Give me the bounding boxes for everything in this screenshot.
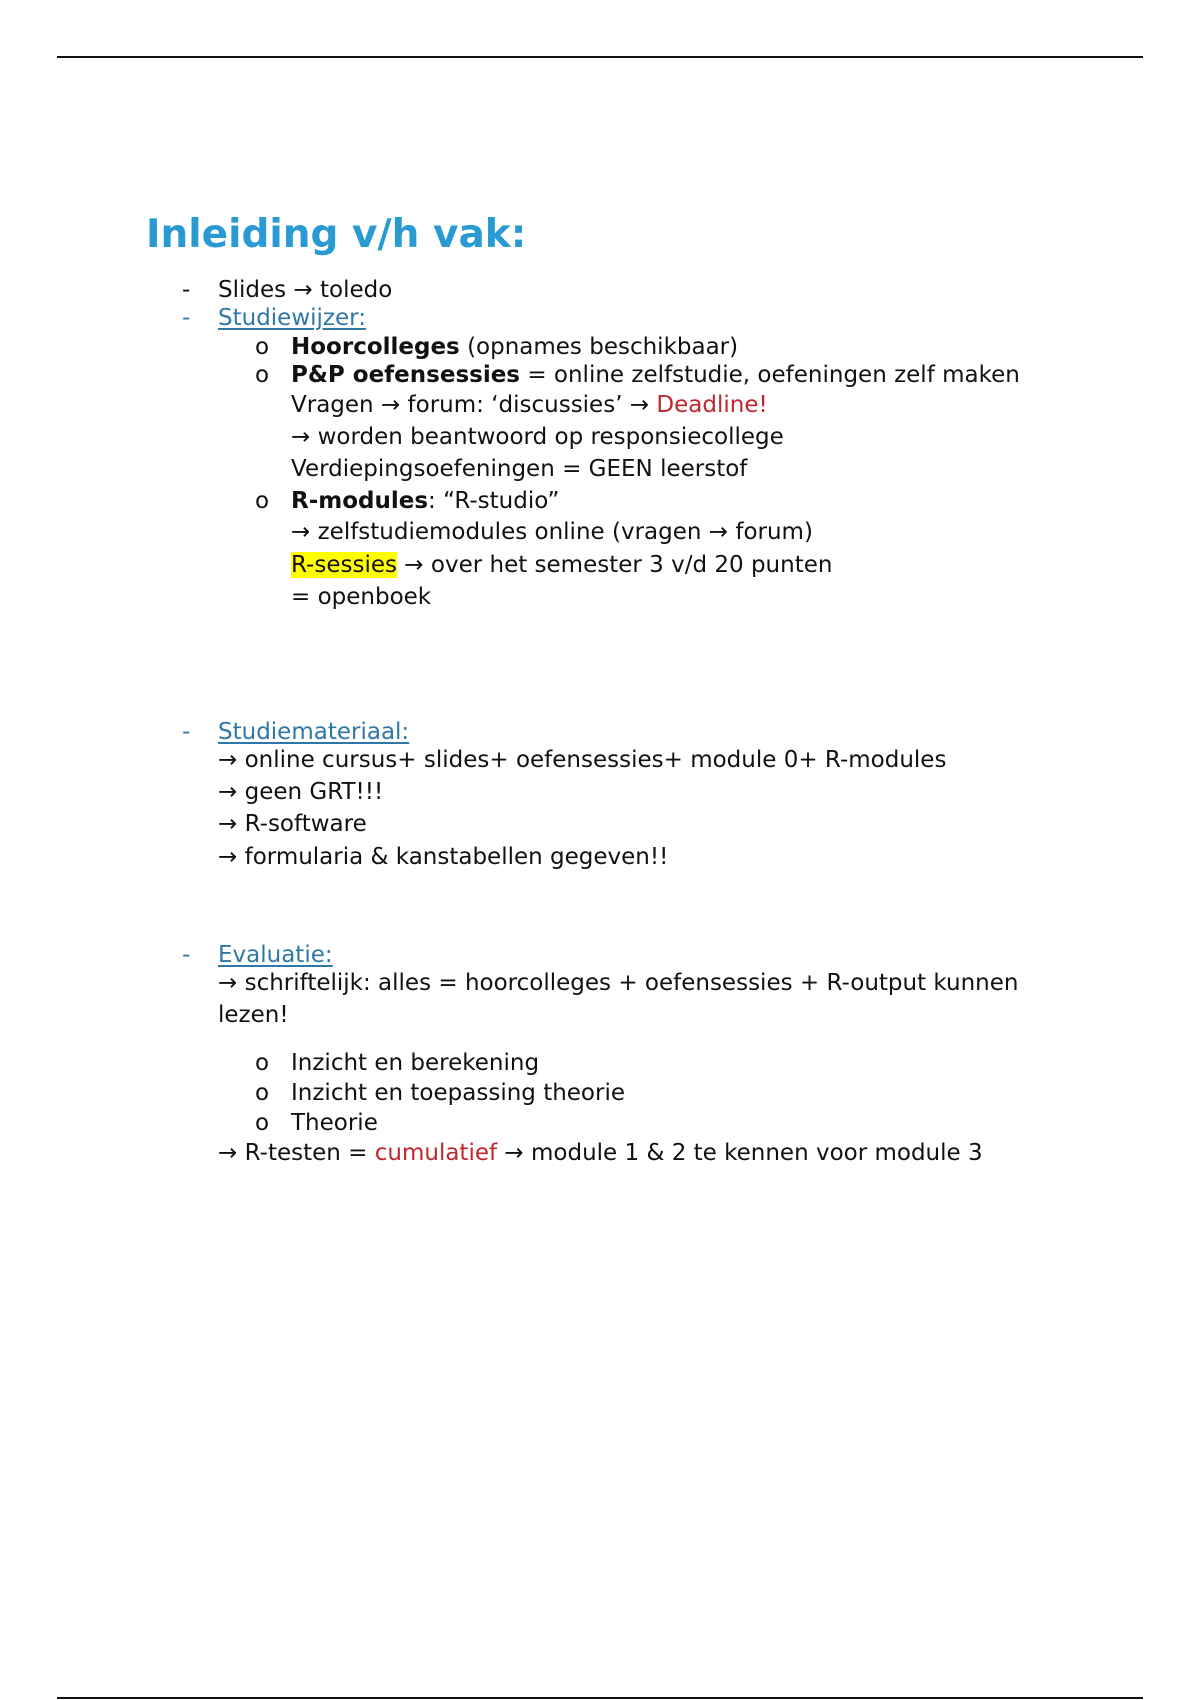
arrow-icon: → bbox=[291, 519, 311, 545]
bullet-o: o bbox=[255, 488, 270, 514]
bullet-dash: - bbox=[182, 277, 191, 303]
arrow-icon: → bbox=[629, 392, 650, 418]
bullet-o: o bbox=[255, 1080, 270, 1106]
bullet-dash: - bbox=[182, 942, 191, 968]
bullet-o: o bbox=[255, 362, 270, 388]
arrow-icon: → bbox=[218, 779, 238, 805]
arrow-icon: → bbox=[218, 844, 238, 870]
footer-rule bbox=[57, 1697, 1143, 1699]
arrow-icon: → bbox=[708, 519, 729, 545]
arrow-icon: → bbox=[380, 392, 401, 418]
bullet-o: o bbox=[255, 1110, 270, 1136]
evaluatie-link[interactable]: Evaluatie: bbox=[218, 942, 333, 968]
arrow-icon: → bbox=[293, 277, 313, 303]
bullet-o: o bbox=[255, 1050, 270, 1076]
studiewijzer-link[interactable]: Studiewijzer: bbox=[218, 305, 366, 331]
arrow-icon: → bbox=[218, 747, 238, 773]
deadline-note: Deadline! bbox=[656, 392, 768, 418]
arrow-icon: → bbox=[218, 970, 238, 996]
arrow-icon: → bbox=[218, 811, 238, 837]
bullet-dash: - bbox=[182, 719, 191, 745]
arrow-icon: → bbox=[291, 424, 311, 450]
cumulatief-note: cumulatief bbox=[374, 1140, 498, 1166]
arrow-icon: → bbox=[504, 1140, 524, 1166]
studiemateriaal-link[interactable]: Studiemateriaal: bbox=[218, 719, 410, 745]
arrow-icon: → bbox=[404, 552, 424, 578]
bullet-o: o bbox=[255, 334, 270, 360]
arrow-icon: → bbox=[218, 1140, 238, 1166]
highlighted-text: R-sessies bbox=[291, 552, 397, 578]
page-title: Inleiding v/h vak: bbox=[146, 212, 527, 257]
header-rule bbox=[57, 56, 1143, 58]
bullet-dash: - bbox=[182, 305, 191, 331]
